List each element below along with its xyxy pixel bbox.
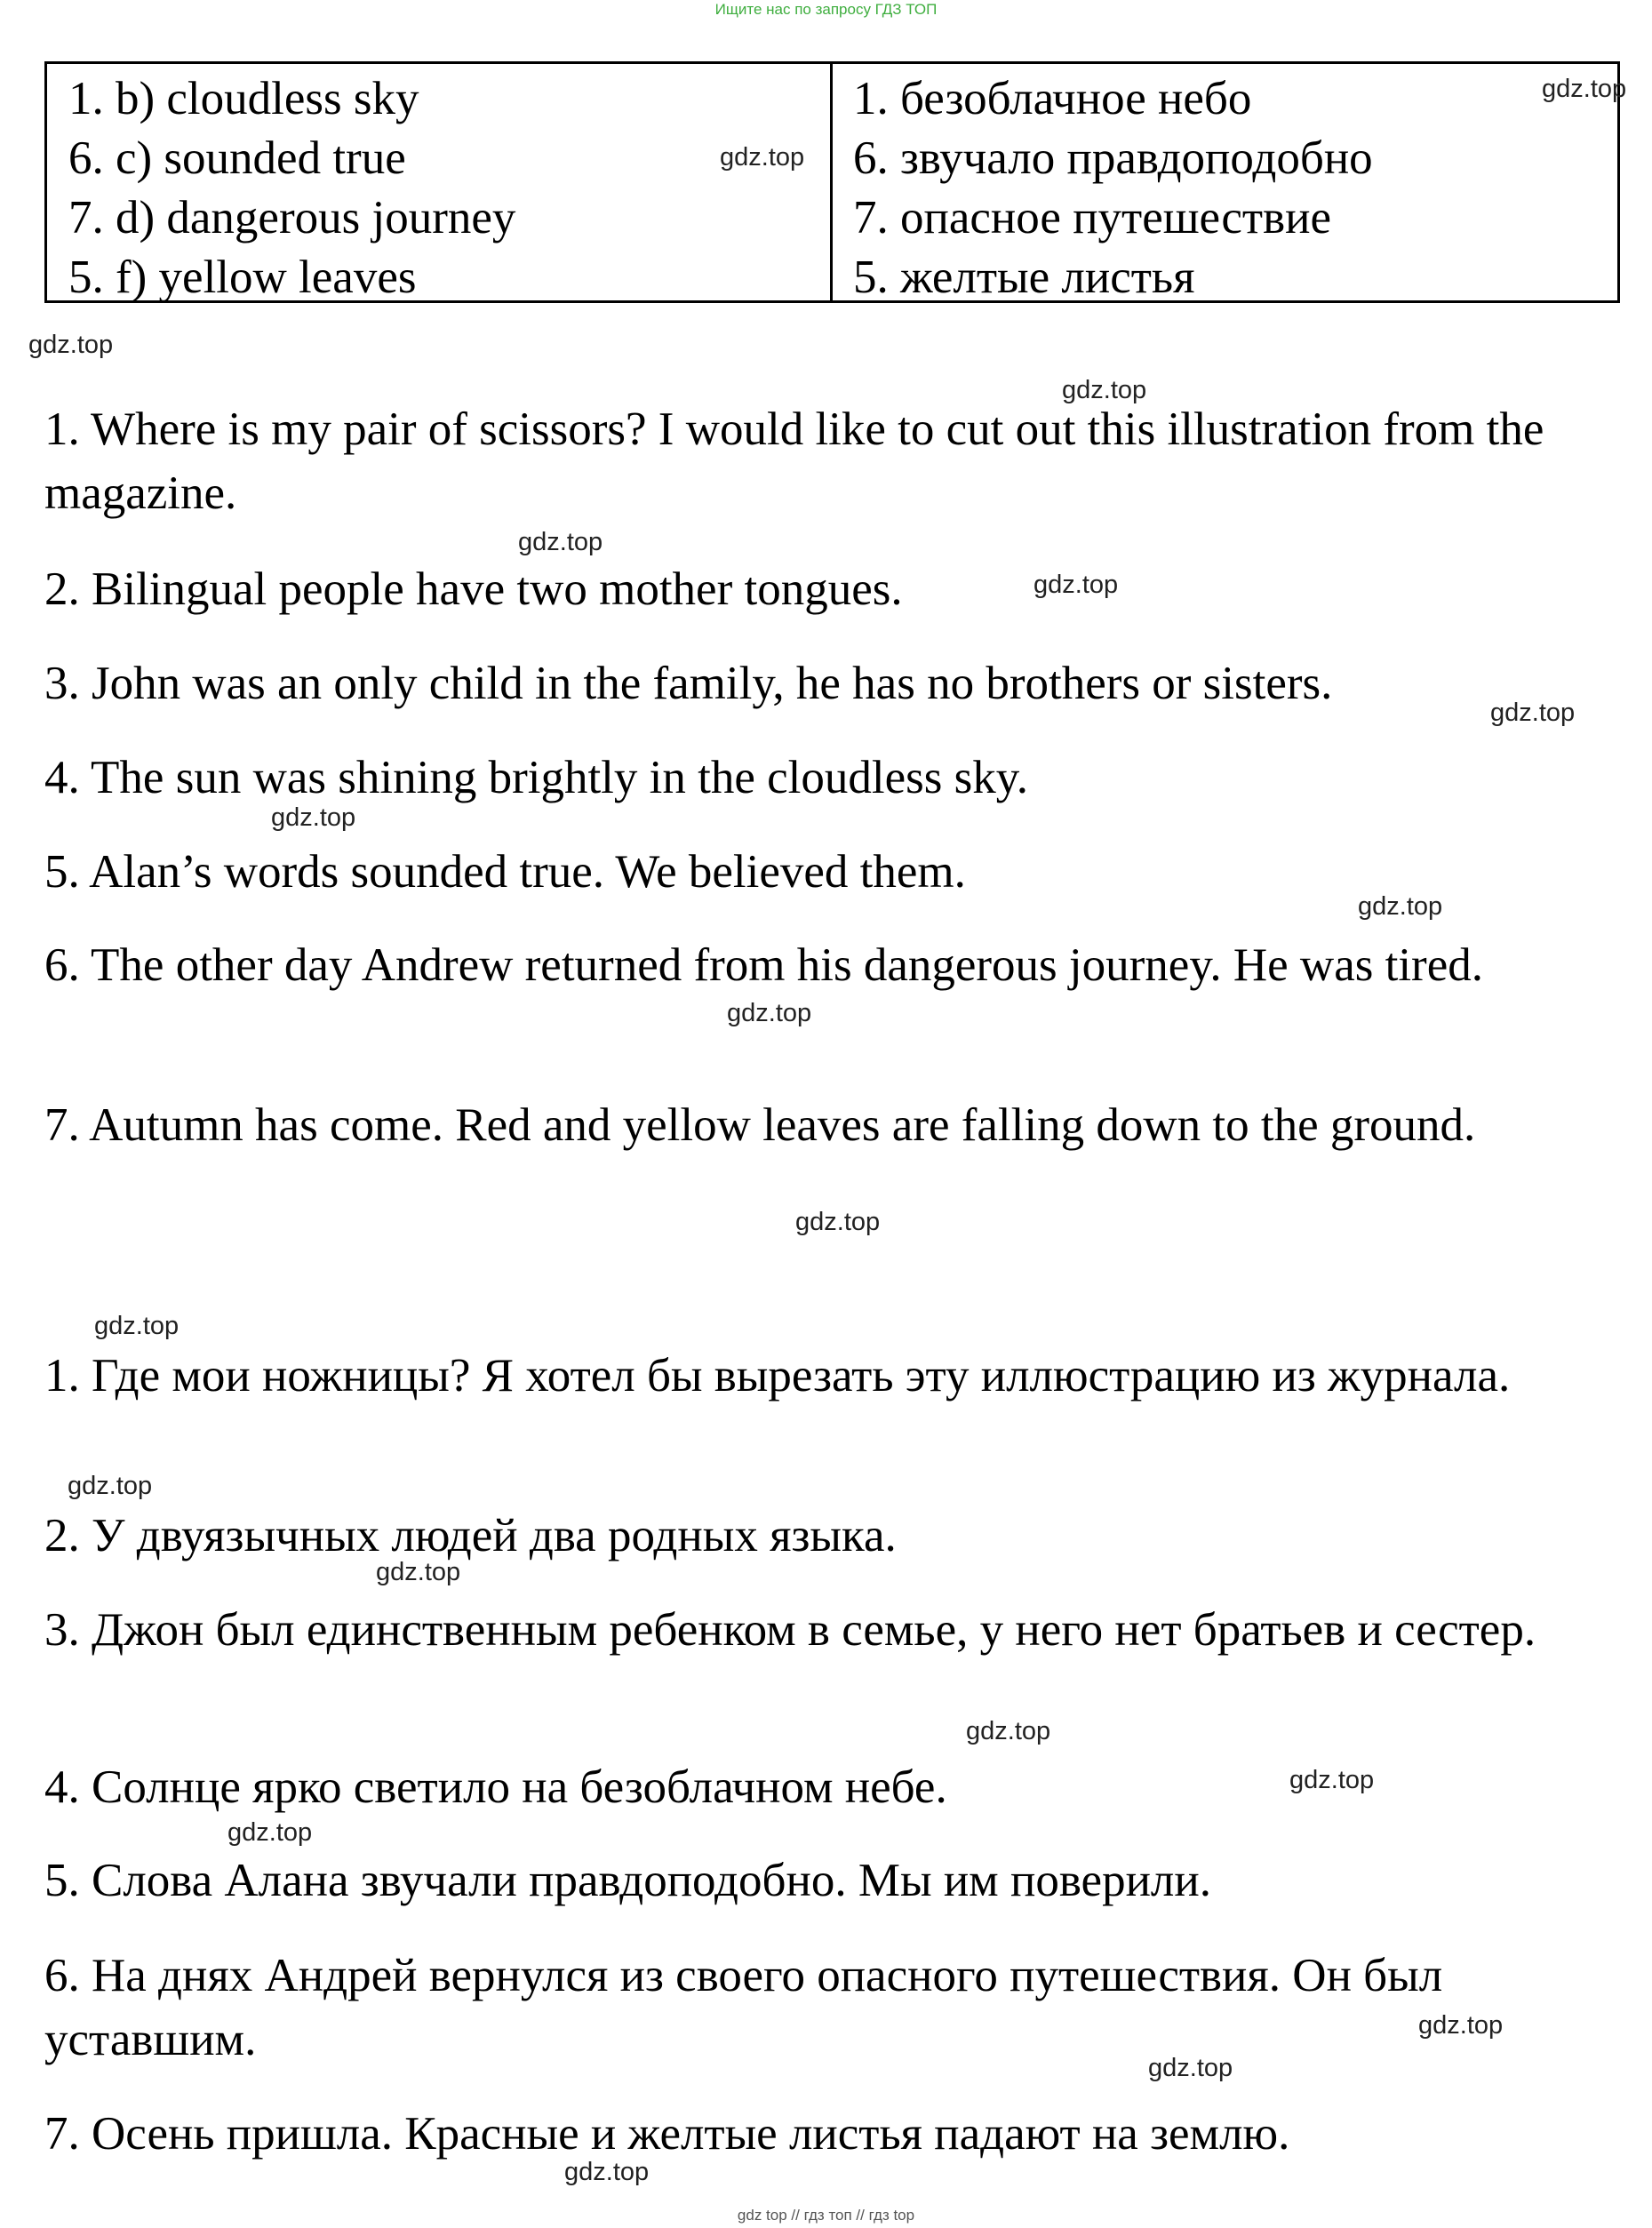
watermark: gdz.top bbox=[564, 2158, 650, 2186]
table-cell: 5. желтые листья bbox=[853, 252, 1195, 303]
russian-sentence: 3. Джон был единственным ребенком в семье, у него нет братьев и сестер. bbox=[44, 1604, 1536, 1656]
watermark: gdz.top bbox=[376, 1558, 461, 1586]
english-sentence: 7. Autumn has come. Red and yellow leaves are falling down to the ground. bbox=[44, 1099, 1476, 1151]
watermark: gdz.top bbox=[1418, 2011, 1504, 2040]
watermark: gdz.top bbox=[1148, 2054, 1233, 2082]
watermark: gdz.top bbox=[1490, 699, 1576, 727]
watermark: gdz.top bbox=[1542, 75, 1627, 103]
russian-sentence: 4. Солнце ярко светило на безоблачном небе. bbox=[44, 1761, 947, 1813]
english-sentence: 5. Alan’s words sounded true. We believed them. bbox=[44, 846, 966, 898]
table-column-russian bbox=[833, 64, 1617, 303]
english-sentence: 6. The other day Andrew returned from his dangerous journey. He was tired. bbox=[44, 939, 1483, 991]
watermark: gdz.top bbox=[94, 1312, 180, 1340]
table-cell: 6. звучало правдоподобно bbox=[853, 132, 1373, 184]
watermark: gdz.top bbox=[966, 1717, 1051, 1745]
footer-text: gdz top // гдз топ // гдз top bbox=[737, 2207, 915, 2224]
table-cell: 1. безоблачное небо bbox=[853, 73, 1252, 124]
english-sentence: 3. John was an only child in the family, he has no brothers or sisters. bbox=[44, 658, 1333, 709]
top-search-link[interactable]: Ищите нас по запросу ГДЗ ТОП bbox=[714, 1, 938, 18]
watermark: gdz.top bbox=[1289, 1766, 1375, 1794]
watermark: gdz.top bbox=[1062, 376, 1147, 404]
table-cell: 7. d) dangerous journey bbox=[68, 192, 516, 244]
table-cell: 5. f) yellow leaves bbox=[68, 252, 417, 303]
watermark: gdz.top bbox=[1358, 892, 1443, 921]
russian-sentence: 1. Где мои ножницы? Я хотел бы вырезать эту иллюстрацию из журнала. bbox=[44, 1350, 1511, 1401]
watermark: gdz.top bbox=[720, 143, 805, 172]
watermark: gdz.top bbox=[271, 803, 356, 832]
table-cell: 1. b) cloudless sky bbox=[68, 73, 419, 124]
table-cell: 7. опасное путешествие bbox=[853, 192, 1331, 244]
pairs-table bbox=[44, 61, 1620, 303]
english-sentence: 2. Bilingual people have two mother tongues. bbox=[44, 563, 903, 615]
table-cell: 6. c) sounded true bbox=[68, 132, 406, 184]
watermark: gdz.top bbox=[28, 331, 114, 359]
russian-sentence: 2. У двуязычных людей два родных языка. bbox=[44, 1510, 897, 1561]
russian-sentence: 6. На днях Андрей вернулся из своего опасного путешествия. Он был уставшим. bbox=[44, 1950, 1443, 2065]
watermark: gdz.top bbox=[518, 528, 603, 556]
watermark: gdz.top bbox=[795, 1208, 881, 1236]
english-sentence: 4. The sun was shining brightly in the cloudless sky. bbox=[44, 752, 1029, 803]
english-sentence: 1. Where is my pair of scissors? I would like to cut out this illustration from the magazine. bbox=[44, 403, 1544, 519]
russian-sentence: 5. Слова Алана звучали правдоподобно. Мы им поверили. bbox=[44, 1855, 1211, 1906]
table-column-english bbox=[47, 64, 833, 303]
watermark: gdz.top bbox=[227, 1818, 313, 1847]
watermark: gdz.top bbox=[727, 999, 812, 1027]
russian-sentence: 7. Осень пришла. Красные и желтые листья падают на землю. bbox=[44, 2108, 1290, 2160]
watermark: gdz.top bbox=[68, 1472, 153, 1500]
watermark: gdz.top bbox=[1033, 571, 1119, 599]
